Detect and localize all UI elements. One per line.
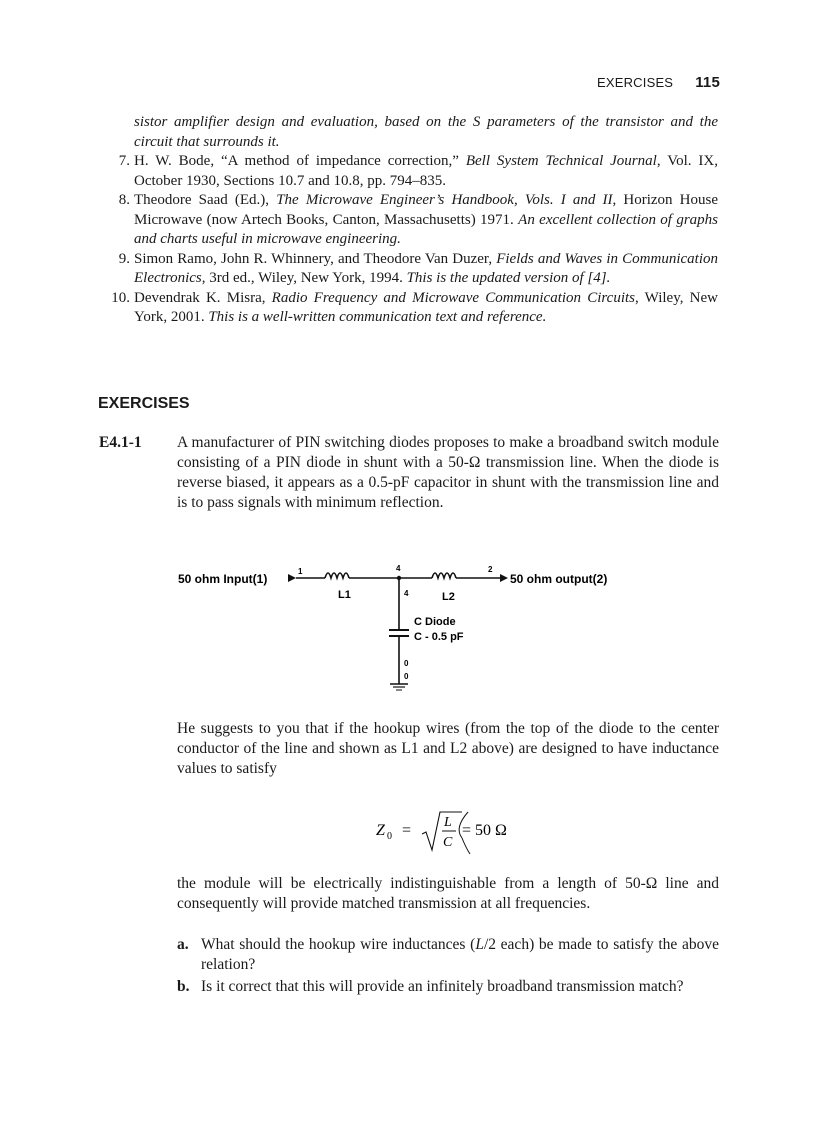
circuit-diagram (170, 560, 640, 695)
inductor-l2-label: L2 (442, 591, 455, 603)
equation-equals: = (402, 822, 412, 839)
question-text: What should the hookup wire inductances (L/2 each) be made to satisfy the above relation? (201, 936, 719, 973)
reference-list (104, 113, 718, 328)
reference-number: 8. (118, 192, 130, 208)
equation-subscript: 0 (387, 831, 392, 842)
reference-number: 9. (118, 250, 130, 267)
equation-numerator: L (444, 815, 452, 830)
reference-text: Simon Ramo, John R. Whinnery, and Theodore Van Duzer, Fields and Waves in Communication Electronics, 3rd ed., Wiley, New York, 1994. This is the updated version of [4]. (134, 250, 718, 286)
reference-number: 7. (118, 153, 130, 169)
node-0-label: 0 (404, 659, 409, 668)
reference-item (104, 250, 718, 289)
question-label: a. (177, 936, 189, 953)
suggestion-paragraph: He suggests to you that if the hookup wires (from the top of the diode to the center conductor of the line and shown as L1 and L2 above) are designed to have inductance values to satisfy (177, 720, 719, 777)
exercise-intro: A manufacturer of PIN switching diodes proposes to make a broadband switch module consisting of a PIN diode in shunt with a 50-Ω transmission line. When the diode is reverse biased, it appears as a 0.5-pF capacitor in shunt with the transmission line and is to pass signals with minimum reflection. (177, 434, 719, 511)
inductor-l1-label: L1 (338, 589, 351, 601)
question-item (177, 935, 719, 975)
equation-denominator: C (443, 835, 453, 850)
reference-continuation: sistor amplifier design and evaluation, based on the S parameters of the transistor and the circuit that surrounds it. (134, 114, 718, 150)
exercise-block (99, 433, 719, 513)
reference-item (104, 191, 718, 250)
ground-icon (390, 684, 408, 690)
question-item (177, 977, 719, 997)
reference-number: 10. (111, 289, 130, 306)
impedance-equation (376, 808, 556, 856)
exercise-label: E4.1-1 (99, 434, 142, 451)
input-port-label: 50 ohm Input(1) (178, 572, 268, 586)
exercises-heading: EXERCISES (98, 395, 190, 412)
reference-text: Devendrak K. Misra, Radio Frequency and Microwave Communication Circuits, Wiley, New York, 2001. This is a well-written communication text and reference. (134, 289, 718, 325)
conclusion-paragraph: the module will be electrically indistinguishable from a length of 50-Ω line and consequently will provide matched transmission at all frequencies. (177, 875, 719, 912)
question-label: b. (177, 978, 190, 995)
inductor-l1-icon (325, 573, 349, 578)
reference-item (104, 152, 718, 191)
node-1-label: 1 (298, 567, 303, 576)
reference-text: Theodore Saad (Ed.), The Microwave Engineer’s Handbook, Vols. I and II, Horizon House Microwave (now Artech Books, Canton, Massachusetts) 1971. An excellent collection of graphs and charts useful in microwave engineering. (134, 192, 719, 247)
capacitor-value: C - 0.5 pF (414, 631, 464, 643)
input-arrow-icon (288, 574, 296, 582)
node-0-label: 0 (404, 672, 409, 681)
capacitor-name: C Diode (414, 616, 456, 628)
question-list (177, 935, 719, 999)
reference-item (104, 289, 718, 328)
reference-text: H. W. Bode, “A method of impedance correction,” Bell System Technical Journal, Vol. IX, October 1930, Sections 10.7 and 10.8, pp. 794–835. (134, 153, 718, 189)
equation-rhs: = 50 Ω (462, 822, 507, 839)
output-port-label: 50 ohm output(2) (510, 572, 608, 586)
section-title: EXERCISES (596, 75, 674, 90)
equation-lhs: Z (376, 822, 385, 839)
page-number: 115 (695, 74, 720, 91)
node-2-label: 2 (488, 565, 493, 574)
question-text: Is it correct that this will provide an infinitely broadband transmission match? (201, 978, 684, 995)
node-4-top-label: 4 (396, 564, 401, 573)
running-head (597, 74, 720, 91)
node-4-label: 4 (404, 589, 409, 598)
output-arrow-icon (500, 574, 508, 582)
inductor-l2-icon (432, 573, 456, 578)
